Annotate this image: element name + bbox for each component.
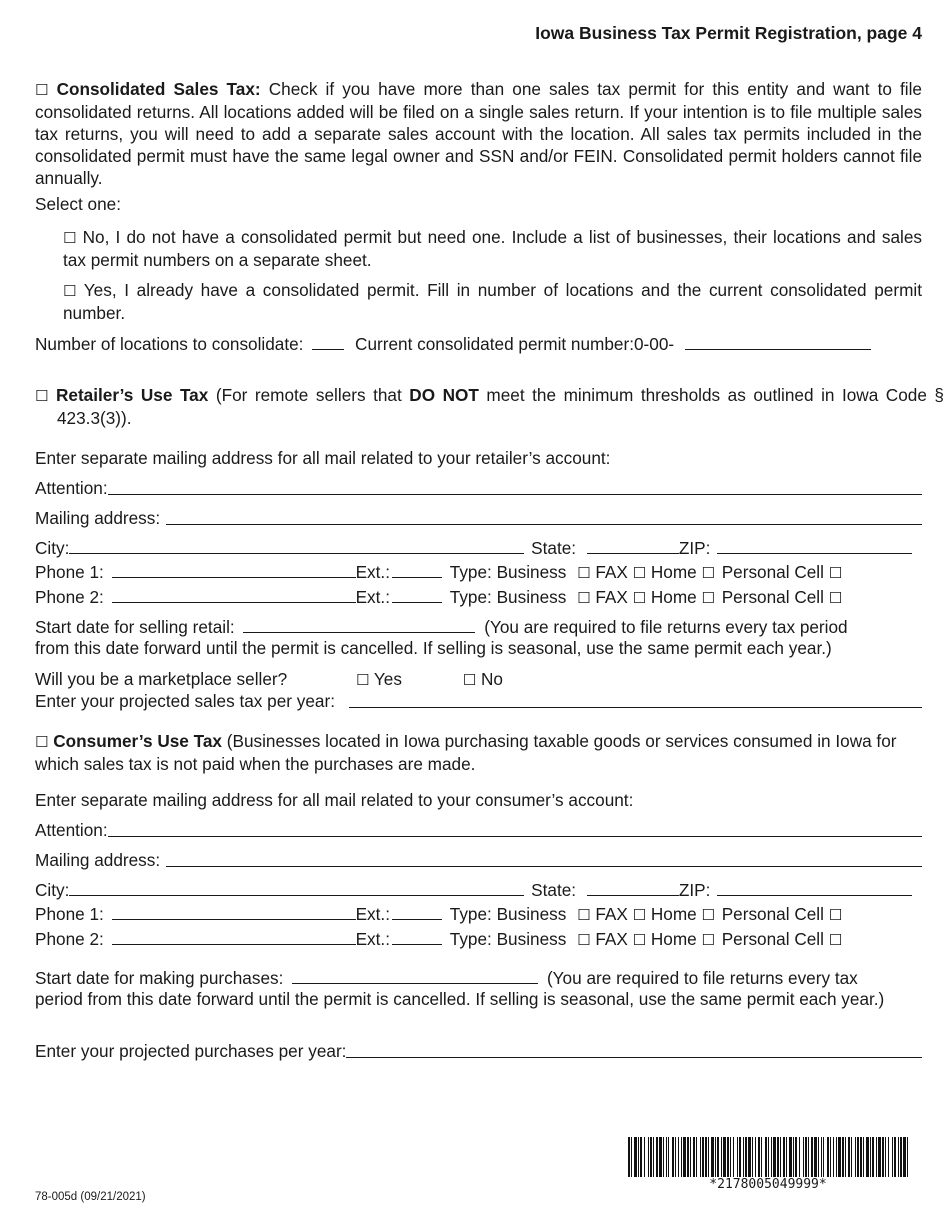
option-no-consolidated [63,226,922,271]
retailer-phone2-input[interactable] [112,585,356,603]
retailers-text-after: meet the minimum thresholds as outlined in Iowa Code § 423.3(3)). [57,385,944,428]
barcode-bar [894,1137,896,1177]
consumers-use-tax-title: Consumer’s Use Tax [53,731,222,751]
retailer-start-date-input[interactable] [243,615,475,633]
projected-sales-label: Enter your projected sales tax per year: [35,691,335,711]
consumer-start-date-row [35,966,922,989]
barcode-bar [693,1137,695,1177]
marketplace-yes-label: Yes [373,669,402,689]
page-title: Iowa Business Tax Permit Registration, page 4 [535,23,922,43]
retailer-state-input[interactable] [587,536,679,554]
barcode-bar [888,1137,889,1177]
barcode-bar [628,1137,630,1177]
retailers-use-tax-checkbox[interactable]: ☐ [35,387,49,405]
consumer-start-date-label: Start date for making purchases: [35,968,284,988]
fax-label: FAX [595,904,628,924]
phone1-label: Phone 1: [35,904,104,924]
home-label: Home [650,562,697,582]
marketplace-no-checkbox[interactable]: ☐ [462,671,477,689]
locations-input[interactable] [312,332,344,350]
current-permit-label: Current consolidated permit number:0-00- [355,334,675,354]
marketplace-row [35,668,922,691]
consumer-city-input[interactable] [69,878,524,896]
consumer-start-date-note-1: (You are required to file returns every tax [546,968,858,988]
retailer-phone2-home-checkbox[interactable]: ☐ [701,589,715,607]
consumer-phone2-row [35,927,922,951]
barcode-bar [860,1137,862,1177]
barcode-bar [681,1137,682,1177]
personal-cell-label: Personal Cell [721,587,824,607]
consolidate-locations-row [35,332,922,355]
projected-sales-row [35,690,922,712]
barcode-bar [793,1137,794,1177]
barcode-bar [761,1137,762,1177]
barcode-bar [876,1137,877,1177]
retailer-city-input[interactable] [69,536,524,554]
retailer-phone2-cell-checkbox[interactable]: ☐ [828,589,843,607]
barcode-bar [656,1137,658,1177]
retailer-phone1-fax-checkbox[interactable]: ☐ [632,564,647,582]
ext-label: Ext.: [355,562,390,582]
retailer-phone1-home-checkbox[interactable]: ☐ [701,564,715,582]
barcode-bar [808,1137,809,1177]
barcode-bar [648,1137,649,1177]
barcode-bar [650,1137,652,1177]
consumer-phone2-home-checkbox[interactable]: ☐ [701,931,715,949]
retailer-start-date-label: Start date for selling retail: [35,617,235,637]
home-label: Home [650,904,697,924]
barcode-bar [672,1137,674,1177]
type-business-label: Type: Business [449,562,567,582]
select-one-label: Select one: [35,194,121,214]
retailers-text-bold: DO NOT [409,385,479,405]
barcode-bar [748,1137,751,1177]
attention-label: Attention: [35,478,108,498]
barcode-bar [715,1137,716,1177]
barcode-bar [842,1137,844,1177]
barcode-bar [752,1137,753,1177]
projected-purchases-row [35,1040,922,1062]
home-label: Home [650,587,697,607]
zip-label: ZIP: [678,538,711,558]
phone2-label: Phone 2: [35,587,104,607]
consumer-phone2-cell-checkbox[interactable]: ☐ [828,931,843,949]
retailer-phone2-row [35,585,922,609]
attention-label: Attention: [35,820,108,840]
retailer-start-date-note-1: (You are required to file returns every tax period [484,617,848,637]
type-business-label: Type: Business [449,904,567,924]
barcode-bar [690,1137,691,1177]
city-label: City: [35,880,70,900]
barcode-bar [668,1137,669,1177]
barcode-bar [687,1137,689,1177]
retailer-phone1-input[interactable] [112,560,356,578]
retailer-attention-input[interactable] [108,477,922,495]
barcode-bar [857,1137,859,1177]
consolidated-sales-tax-checkbox[interactable]: ☐ [35,81,49,99]
phone1-label: Phone 1: [35,562,104,582]
retailer-attention-row [35,477,922,499]
consumer-attention-input[interactable] [108,819,922,837]
barcode-bar [814,1137,817,1177]
barcode-bar [675,1137,676,1177]
consumer-state-input[interactable] [587,878,679,896]
barcode [628,1137,908,1177]
projected-purchases-input[interactable] [346,1040,922,1058]
barcode-bar [870,1137,871,1177]
personal-cell-label: Personal Cell [721,562,824,582]
type-business-label: Type: Business [449,929,567,949]
consumer-attention-row [35,819,922,841]
barcode-bar [653,1137,654,1177]
barcode-bar [737,1137,738,1177]
retailer-phone2-business-checkbox[interactable]: ☐ [577,589,591,607]
retailer-start-date-note-2: from this date forward until the permit is cancelled. If selling is seasonal, use the same permit each year.) [35,638,832,658]
option-yes-text: Yes, I already have a consolidated permit. Fill in number of locations and the current consolidated permit number. [63,280,923,323]
consumer-phone1-ext-input[interactable] [392,902,442,920]
personal-cell-label: Personal Cell [721,904,824,924]
fax-label: FAX [595,562,628,582]
barcode-bar [640,1137,642,1177]
barcode-bar [892,1137,893,1177]
barcode-bar [659,1137,662,1177]
barcode-bar [777,1137,779,1177]
barcode-bar [863,1137,864,1177]
consumer-phone1-fax-checkbox[interactable]: ☐ [632,906,647,924]
barcode-bar [700,1137,701,1177]
fax-label: FAX [595,587,628,607]
consumer-phone2-fax-checkbox[interactable]: ☐ [632,931,647,949]
personal-cell-label: Personal Cell [721,929,824,949]
consumers-use-tax-text: (Businesses located in Iowa purchasing taxable goods or services consumed in Iowa for which sales tax is not paid when the purchases are made. [35,731,897,774]
retailer-mailing-row [35,507,922,529]
retailers-use-tax-title: Retailer’s Use Tax [55,385,209,405]
barcode-bar [866,1137,869,1177]
barcode-bar [723,1137,726,1177]
consumer-mailing-intro: Enter separate mailing address for all mail related to your consumer’s account: [35,790,634,810]
barcode-bar [795,1137,797,1177]
form-code: 78-005d (09/21/2021) [35,1191,146,1203]
mailing-address-label: Mailing address: [35,850,161,870]
barcode-bar [872,1137,874,1177]
barcode-bar [739,1137,741,1177]
barcode-bar [683,1137,686,1177]
consumer-phone1-input[interactable] [112,902,356,920]
barcode-bar [845,1137,846,1177]
state-label: State: [531,538,577,558]
consumer-phone1-row [35,902,922,926]
city-label: City: [35,538,70,558]
retailer-phone1-row [35,560,922,584]
retailer-phone2-ext-input[interactable] [392,585,442,603]
barcode-bar [638,1137,639,1177]
barcode-bar [634,1137,637,1177]
consumers-use-tax-section [35,730,922,775]
consolidated-sales-tax-text: Check if you have more than one sales tax permit for this entity and want to file consolidated returns. All locations added will be filed on a single sales return. If your intention is to file multiple sales tax returns, you will need to add a separate sales account with the location. All sales tax permits included in the consolidated permit must have the same legal owner and SSN and/or FEIN. Consolidated permit holders cannot file annually. [35,79,922,188]
barcode-bar [786,1137,787,1177]
projected-purchases-label: Enter your projected purchases per year: [35,1041,347,1061]
retailer-mailing-input[interactable] [166,507,922,525]
barcode-bar [743,1137,744,1177]
consumer-mailing-row [35,849,922,871]
projected-sales-input[interactable] [349,690,922,708]
retailer-phone1-business-checkbox[interactable]: ☐ [577,564,591,582]
fax-label: FAX [595,929,628,949]
barcode-bar [773,1137,776,1177]
barcode-bar [733,1137,734,1177]
barcode-bar [745,1137,747,1177]
barcode-bar [783,1137,785,1177]
marketplace-no-label: No [480,669,503,689]
retailer-start-date-row [35,615,922,638]
barcode-bar [878,1137,881,1177]
barcode-bar [771,1137,772,1177]
barcode-bar [821,1137,822,1177]
barcode-bar [780,1137,781,1177]
barcode-bar [827,1137,829,1177]
barcode-bar [789,1137,792,1177]
retailers-use-tax-section [35,384,944,429]
barcode-bar [903,1137,906,1177]
consumer-start-date-note-2: period from this date forward until the permit is cancelled. If selling is seasonal, use the same permit each year.) [35,989,885,1009]
barcode-bar [644,1137,645,1177]
retailer-phone1-ext-input[interactable] [392,560,442,578]
option-yes-checkbox[interactable]: ☐ [63,282,77,300]
barcode-bar [768,1137,769,1177]
consumer-city-row [35,878,922,901]
barcode-bar [708,1137,709,1177]
locations-label: Number of locations to consolidate: [35,334,304,354]
barcode-bar [907,1137,908,1177]
state-label: State: [531,880,577,900]
barcode-bar [900,1137,902,1177]
barcode-bar [811,1137,813,1177]
barcode-text: *2178005049999* [709,1177,827,1192]
consumer-zip-input[interactable] [717,878,912,896]
barcode-bar [702,1137,704,1177]
barcode-bar [803,1137,804,1177]
consumer-phone1-cell-checkbox[interactable]: ☐ [828,906,843,924]
phone2-label: Phone 2: [35,929,104,949]
retailer-phone2-fax-checkbox[interactable]: ☐ [632,589,647,607]
marketplace-label: Will you be a marketplace seller? [35,669,288,689]
barcode-bar [885,1137,886,1177]
barcode-bar [830,1137,831,1177]
barcode-bar [833,1137,834,1177]
ext-label: Ext.: [355,904,390,924]
consumer-phone2-business-checkbox[interactable]: ☐ [577,931,591,949]
barcode-bar [721,1137,722,1177]
barcode-bar [805,1137,807,1177]
barcode-bar [663,1137,664,1177]
mailing-address-label: Mailing address: [35,508,161,528]
barcode-bar [717,1137,719,1177]
retailer-city-row [35,536,922,559]
barcode-bar [666,1137,667,1177]
consolidated-sales-tax-section [35,78,922,189]
barcode-bar [838,1137,841,1177]
consumer-phone2-ext-input[interactable] [392,927,442,945]
consumer-phone2-input[interactable] [112,927,356,945]
barcode-bar [836,1137,837,1177]
ext-label: Ext.: [355,587,390,607]
option-yes-consolidated [63,279,922,324]
barcode-bar [851,1137,852,1177]
consumer-mailing-input[interactable] [166,849,922,867]
barcode-bar [631,1137,632,1177]
consumers-use-tax-checkbox[interactable]: ☐ [35,733,49,751]
consumer-start-date-input[interactable] [292,966,538,984]
consolidated-sales-tax-title: Consolidated Sales Tax: [56,79,261,99]
barcode-bar [730,1137,731,1177]
barcode-bar [678,1137,679,1177]
barcode-bar [727,1137,729,1177]
barcode-bar [765,1137,767,1177]
consumer-phone1-business-checkbox[interactable]: ☐ [577,906,591,924]
barcode-bar [882,1137,884,1177]
zip-label: ZIP: [678,880,711,900]
retailers-text-before: (For remote sellers that [208,385,410,405]
marketplace-yes-checkbox[interactable]: ☐ [355,671,370,689]
option-no-text: No, I do not have a consolidated permit but need one. Include a list of businesses, their locations and sales tax permit numbers on a separate sheet. [63,227,923,270]
barcode-bar [705,1137,707,1177]
barcode-bar [818,1137,819,1177]
retailer-zip-input[interactable] [717,536,912,554]
barcode-bar [799,1137,800,1177]
ext-label: Ext.: [355,929,390,949]
barcode-bar [696,1137,697,1177]
retailer-mailing-intro: Enter separate mailing address for all mail related to your retailer’s account: [35,448,611,468]
barcode-bar [758,1137,760,1177]
home-label: Home [650,929,697,949]
retailer-phone1-cell-checkbox[interactable]: ☐ [828,564,843,582]
option-no-checkbox[interactable]: ☐ [63,229,77,247]
type-business-label: Type: Business [449,587,567,607]
barcode-bar [855,1137,856,1177]
barcode-bar [755,1137,756,1177]
consumer-phone1-home-checkbox[interactable]: ☐ [701,906,715,924]
barcode-bar [711,1137,714,1177]
barcode-bar [848,1137,850,1177]
barcode-bar [823,1137,824,1177]
barcode-bar [898,1137,899,1177]
current-permit-input[interactable] [685,332,871,350]
